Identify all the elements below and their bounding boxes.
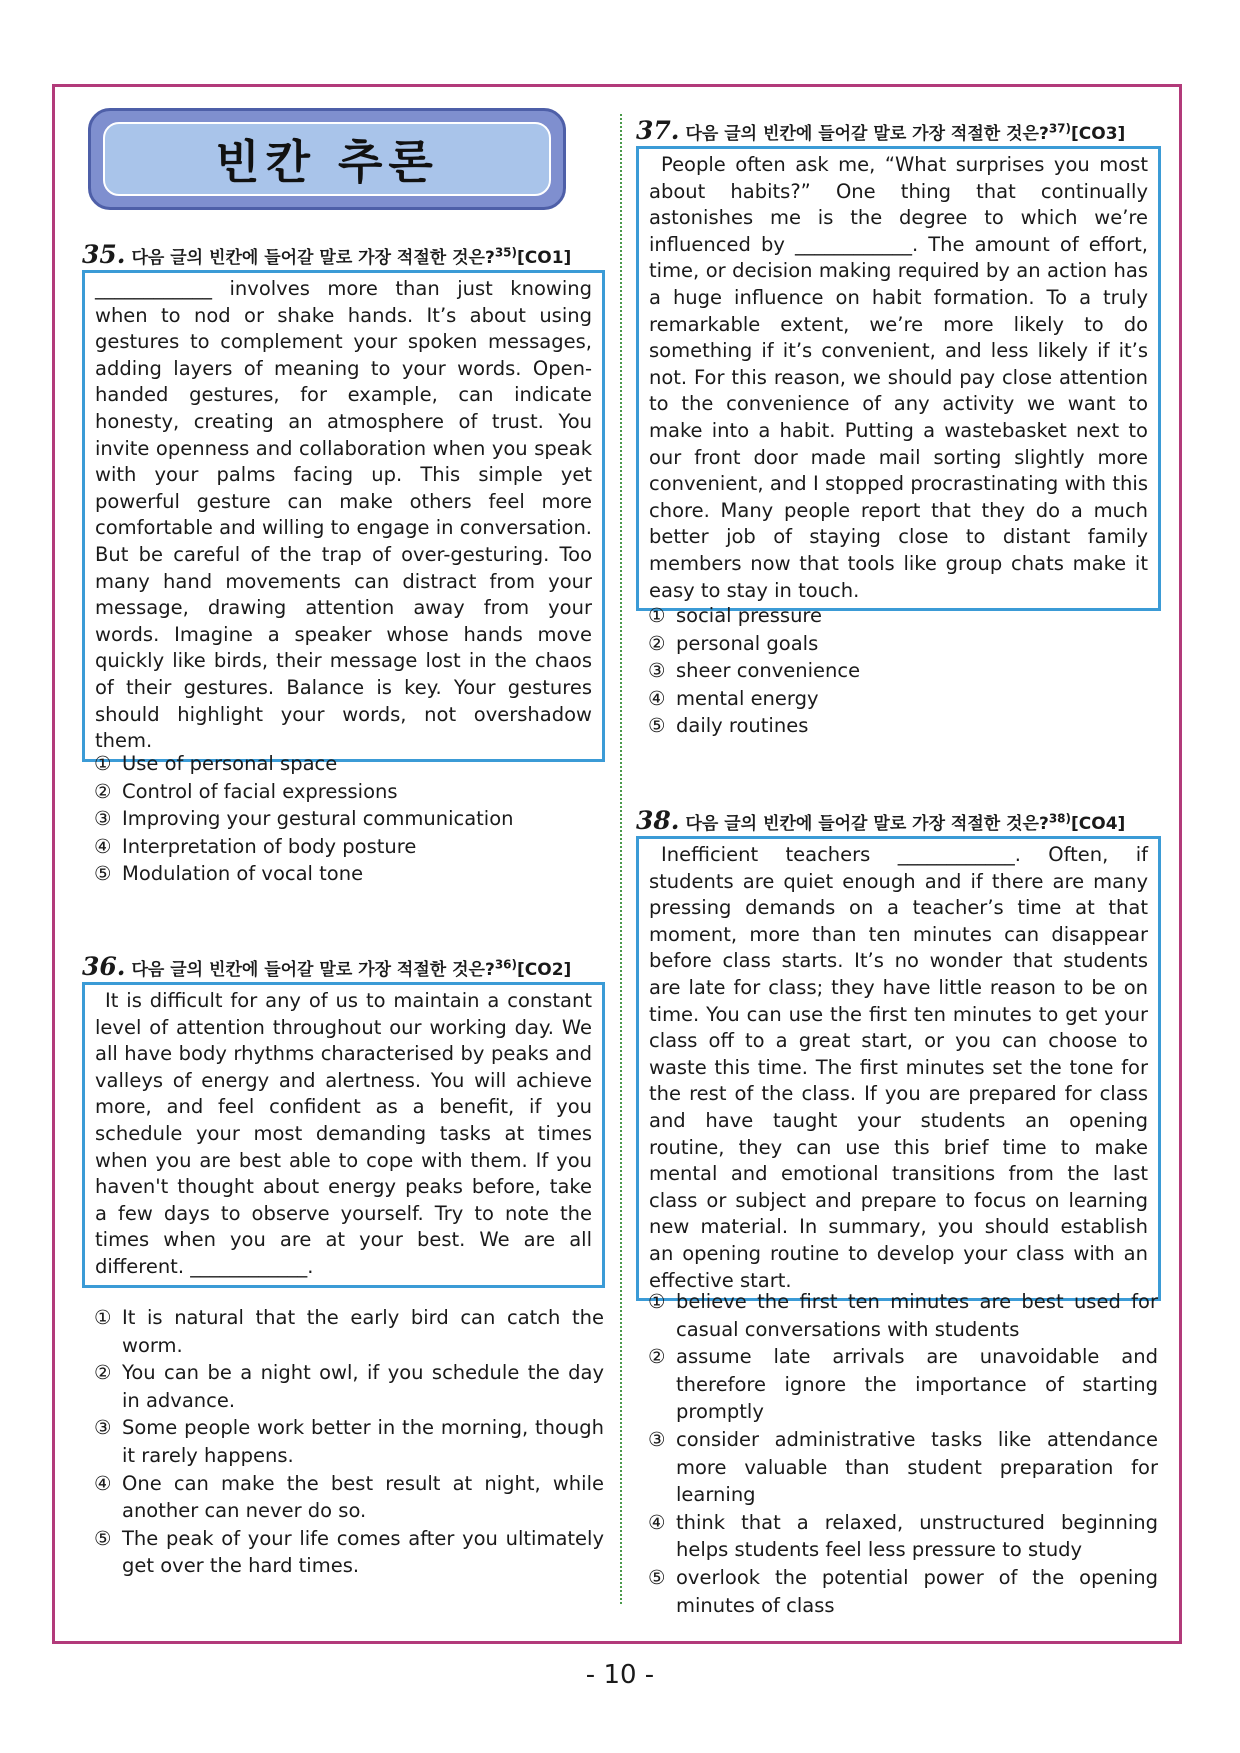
question-37-passage: People often ask me, “What surprises you most about habits?” One thing that continually astonishes me is the degree to which we’re influenced by ____________. The amount of effort, time, or decision making required by an action has a huge influence on habit formation. To a truly remarkable extent, we’re more likely to do something if it’s convenient, and less likely if it’s not. For this reason, we should pay close attention to the convenience of any activity we want to make into a habit. Putting a wastebasket next to our front door made mail sorting slightly more convenient, and I stopped procrastinating with this chore. Many people report that they do a much better job of staying close to distant family members now that tools like group chats make it easy to stay in touch. <box>636 146 1161 611</box>
option-1[interactable]: ① It is natural that the early bird can catch the worm. <box>94 1306 604 1357</box>
option-4[interactable]: ④ think that a relaxed, unstructured beginning helps students feel less pressure to study <box>648 1510 1158 1562</box>
question-prompt: 다음 글의 빈칸에 들어갈 말로 가장 적절한 것은? <box>685 124 1049 144</box>
option-1[interactable]: ① Use of personal space <box>94 752 338 775</box>
option-5[interactable]: ⑤ Modulation of vocal tone <box>94 862 364 886</box>
question-36-header <box>82 952 571 981</box>
question-35-header <box>82 240 571 269</box>
question-36-options <box>94 1304 604 1580</box>
footnote-ref: 35) <box>494 245 517 260</box>
question-35-passage: ____________ involves more than just knowing when to nod or shake hands. It’s about using gestures to complement your spoken messages, adding layers of meaning to your words. Open-handed gestures, for example, can indicate honesty, creating an atmosphere of trust. You invite openness and collaboration when you speak with your palms facing up. This simple yet powerful gesture can make others feel more comfortable and willing to engage in conversation. But be careful of the trap of over-gesturing. Too many hand movements can distract from your message, drawing attention away from your words. Imagine a speaker whose hands move quickly like birds, their message lost in the chaos of their gestures. Balance is key. Your gestures should highlight your words, not overshadow them. <box>82 270 605 762</box>
question-code: [CO4] <box>1071 814 1126 834</box>
question-code: [CO2] <box>517 960 572 980</box>
option-2[interactable]: ② personal goals <box>648 631 819 655</box>
option-2[interactable]: ② assume late arrivals are unavoidable and therefore ignore the importance of starting promptly <box>648 1345 1158 1424</box>
question-prompt: 다음 글의 빈칸에 들어갈 말로 가장 적절한 것은? <box>131 960 495 980</box>
question-prompt: 다음 글의 빈칸에 들어갈 말로 가장 적절한 것은? <box>131 248 495 268</box>
question-37-options <box>648 602 1158 740</box>
option-5[interactable]: ⑤ The peak of your life comes after you ultimately get over the hard times. <box>94 1526 604 1578</box>
option-3[interactable]: ③ Some people work better in the morning, though it rarely happens. <box>94 1416 604 1467</box>
option-1[interactable]: ① believe the first ten minutes are best used for casual conversations with students <box>648 1290 1158 1341</box>
question-code: [CO1] <box>517 248 572 268</box>
option-4[interactable]: ④ Interpretation of body posture <box>94 834 417 858</box>
option-2[interactable]: ② You can be a night owl, if you schedule the day in advance. <box>94 1361 604 1412</box>
question-38-passage: Inefficient teachers ____________. Often, if students are quiet enough and if there are many pressing demands on a teacher’s time at that moment, more than ten minutes can disappear before class starts. It’s no wonder that students are late for class; they have little reason to be on time. You can use the first ten minutes to get your class off to a great start, or you can choose to waste this time. The first minutes set the tone for the rest of the class. If you are prepared for class and have taught your students an opening routine, they can use this brief time to make mental and emotional transitions from the last class or subject and prepare to focus on learning new material. In summary, you should establish an opening routine to develop your class with an effective start. <box>636 836 1161 1301</box>
question-prompt: 다음 글의 빈칸에 들어갈 말로 가장 적절한 것은? <box>685 814 1049 834</box>
option-5[interactable]: ⑤ daily routines <box>648 714 809 738</box>
option-3[interactable]: ③ Improving your gestural communication <box>94 807 514 831</box>
option-1[interactable]: ① social pressure <box>648 604 823 627</box>
question-number: 35. <box>82 240 126 269</box>
question-38-header <box>636 806 1125 835</box>
footnote-ref: 38) <box>1048 811 1071 826</box>
question-number: 37. <box>636 116 680 145</box>
column-divider <box>620 114 622 1604</box>
question-number: 36. <box>82 952 126 981</box>
question-38-options <box>648 1288 1158 1619</box>
option-3[interactable]: ③ consider administrative tasks like attendance more valuable than student preparation for learning <box>648 1427 1158 1507</box>
option-4[interactable]: ④ One can make the best result at night, while another can never do so. <box>94 1471 604 1523</box>
section-title-box <box>88 108 566 210</box>
question-35-options <box>94 750 604 888</box>
question-37-header <box>636 116 1125 145</box>
footnote-ref: 37) <box>1048 121 1071 136</box>
question-36-passage: It is difficult for any of us to maintain a constant level of attention throughout our working day. We all have body rhythms characterised by peaks and valleys of energy and alertness. You will achieve more, and feel confident as a benefit, if you schedule your most demanding tasks at times when you are best able to cope with them. If you haven't thought about energy peaks before, take a few days to observe yourself. Try to note the times when you are at your best. We are all different. ____________. <box>82 982 605 1288</box>
footnote-ref: 36) <box>494 957 517 972</box>
option-4[interactable]: ④ mental energy <box>648 686 819 710</box>
question-number: 38. <box>636 806 680 835</box>
option-5[interactable]: ⑤ overlook the potential power of the opening minutes of class <box>648 1565 1158 1617</box>
page-number: - 10 - <box>585 1660 655 1690</box>
option-2[interactable]: ② Control of facial expressions <box>94 779 398 803</box>
option-3[interactable]: ③ sheer convenience <box>648 659 861 683</box>
question-code: [CO3] <box>1071 124 1126 144</box>
section-title: 빈칸 추론 <box>215 135 439 189</box>
